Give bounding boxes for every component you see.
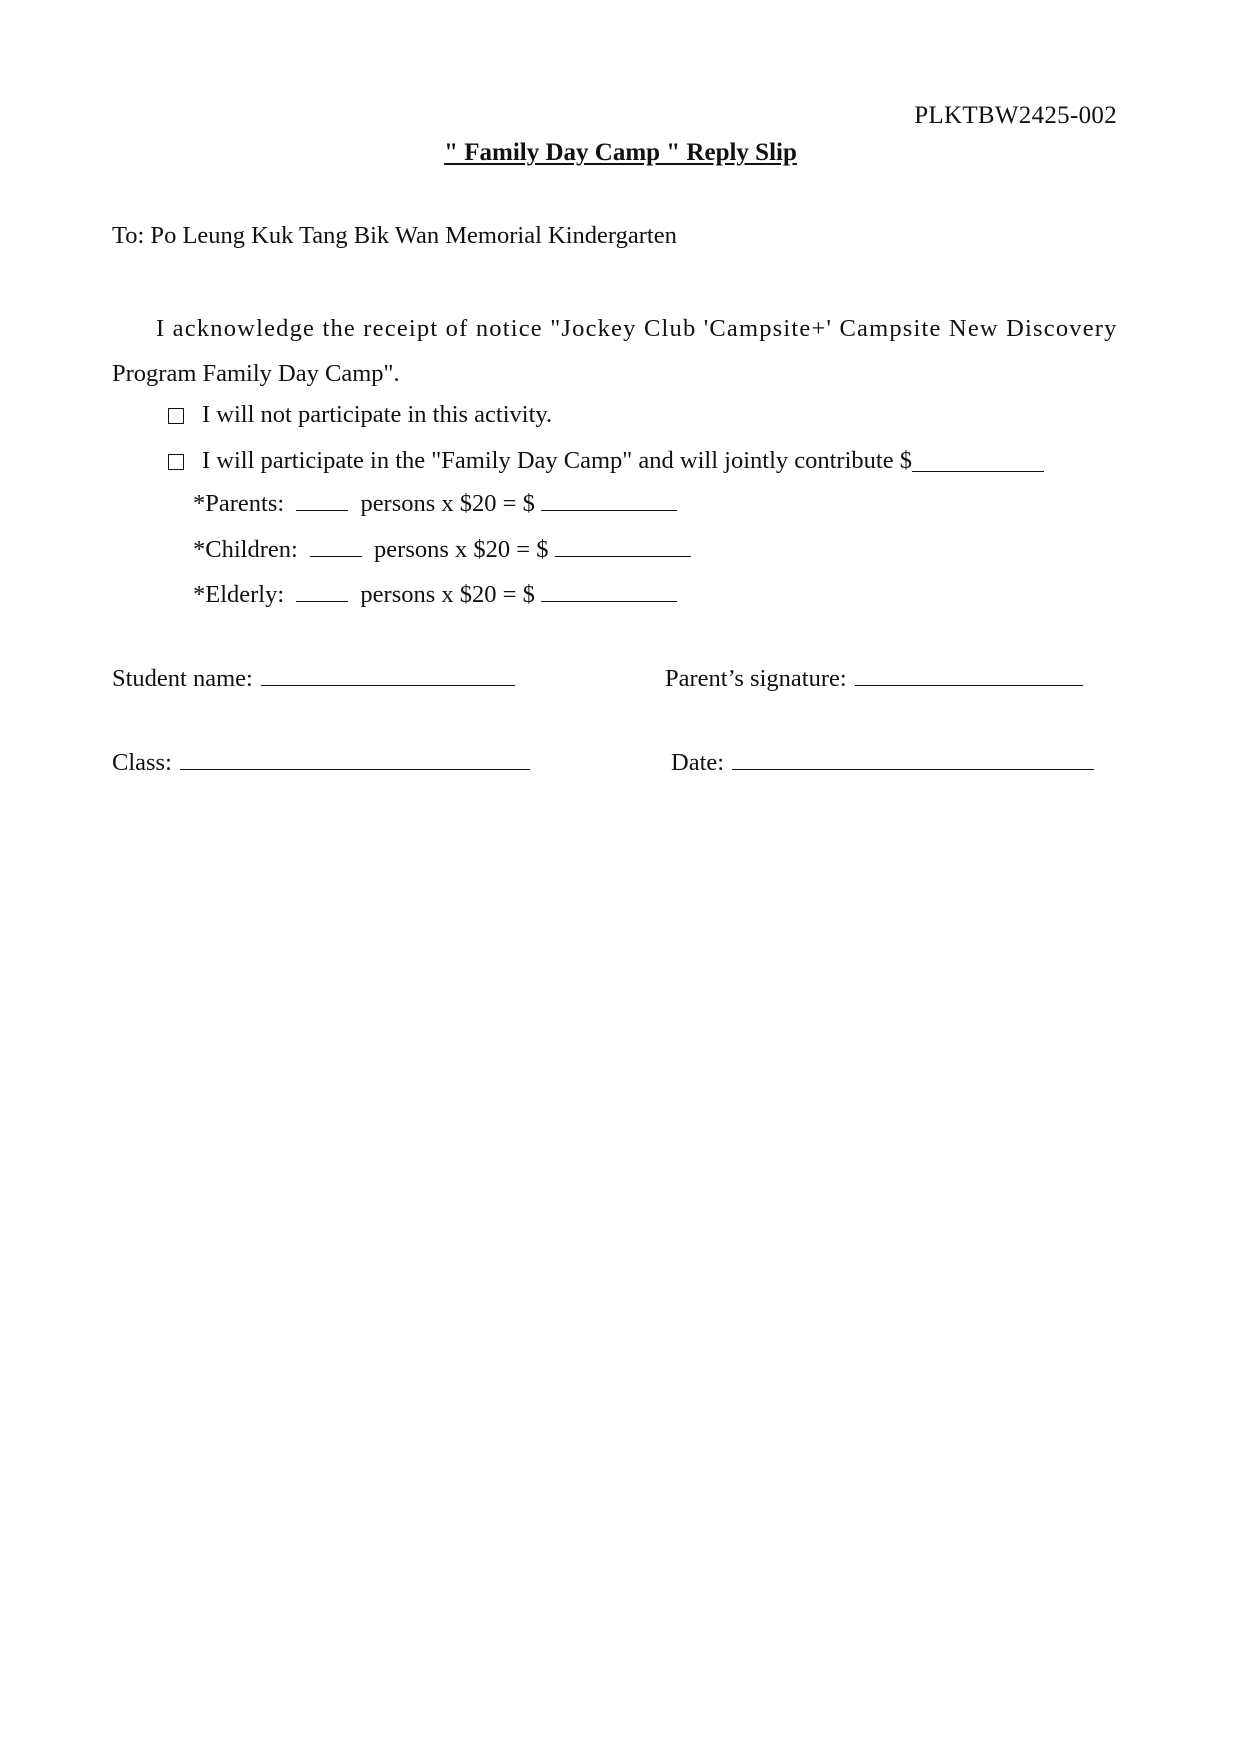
contribution-total-blank[interactable]	[912, 451, 1044, 472]
option-not-participate	[168, 401, 552, 429]
elderly-count-blank[interactable]	[296, 581, 348, 602]
elderly-unit-text: persons x $20 = $	[360, 581, 535, 608]
parents-calculation-row	[193, 490, 677, 518]
acknowledgement-line-2: Program Family Day Camp".	[112, 360, 400, 387]
student-name-label: Student name:	[112, 665, 253, 692]
parents-unit-text: persons x $20 = $	[360, 490, 535, 517]
children-calculation-row	[193, 536, 691, 564]
children-amount-blank[interactable]	[555, 536, 691, 557]
participate-label: I will participate in the "Family Day Camp" and will jointly contribute $	[202, 447, 912, 474]
parent-signature-label: Parent’s signature:	[665, 665, 847, 692]
elderly-calculation-row	[193, 581, 677, 609]
student-name-blank[interactable]	[261, 665, 515, 686]
not-participate-label: I will not participate in this activity.	[202, 401, 553, 428]
document-title: " Family Day Camp " Reply Slip	[444, 139, 797, 166]
participate-checkbox[interactable]	[168, 454, 184, 470]
parents-label: *Parents:	[193, 490, 285, 517]
date-blank[interactable]	[732, 749, 1094, 770]
recipient-line: To: Po Leung Kuk Tang Bik Wan Memorial Kindergarten	[112, 222, 677, 249]
children-label: *Children:	[193, 536, 298, 563]
date-field	[671, 749, 1094, 777]
children-count-blank[interactable]	[310, 536, 362, 557]
student-name-field	[112, 665, 515, 693]
acknowledgement-paragraph	[112, 306, 1152, 396]
class-blank[interactable]	[180, 749, 530, 770]
option-participate	[168, 447, 1044, 475]
parents-count-blank[interactable]	[296, 490, 348, 511]
elderly-label: *Elderly:	[193, 581, 285, 608]
acknowledgement-line-1: I acknowledge the receipt of notice "Jockey Club 'Campsite+' Campsite New Discovery	[156, 315, 1118, 342]
not-participate-checkbox[interactable]	[168, 408, 184, 424]
date-label: Date:	[671, 749, 725, 776]
elderly-amount-blank[interactable]	[541, 581, 677, 602]
parent-signature-field	[665, 665, 1083, 693]
class-field	[112, 749, 530, 777]
reference-code: PLKTBW2425-002	[914, 102, 1117, 129]
children-unit-text: persons x $20 = $	[374, 536, 549, 563]
parents-amount-blank[interactable]	[541, 490, 677, 511]
parent-signature-blank[interactable]	[855, 665, 1083, 686]
class-label: Class:	[112, 749, 172, 776]
